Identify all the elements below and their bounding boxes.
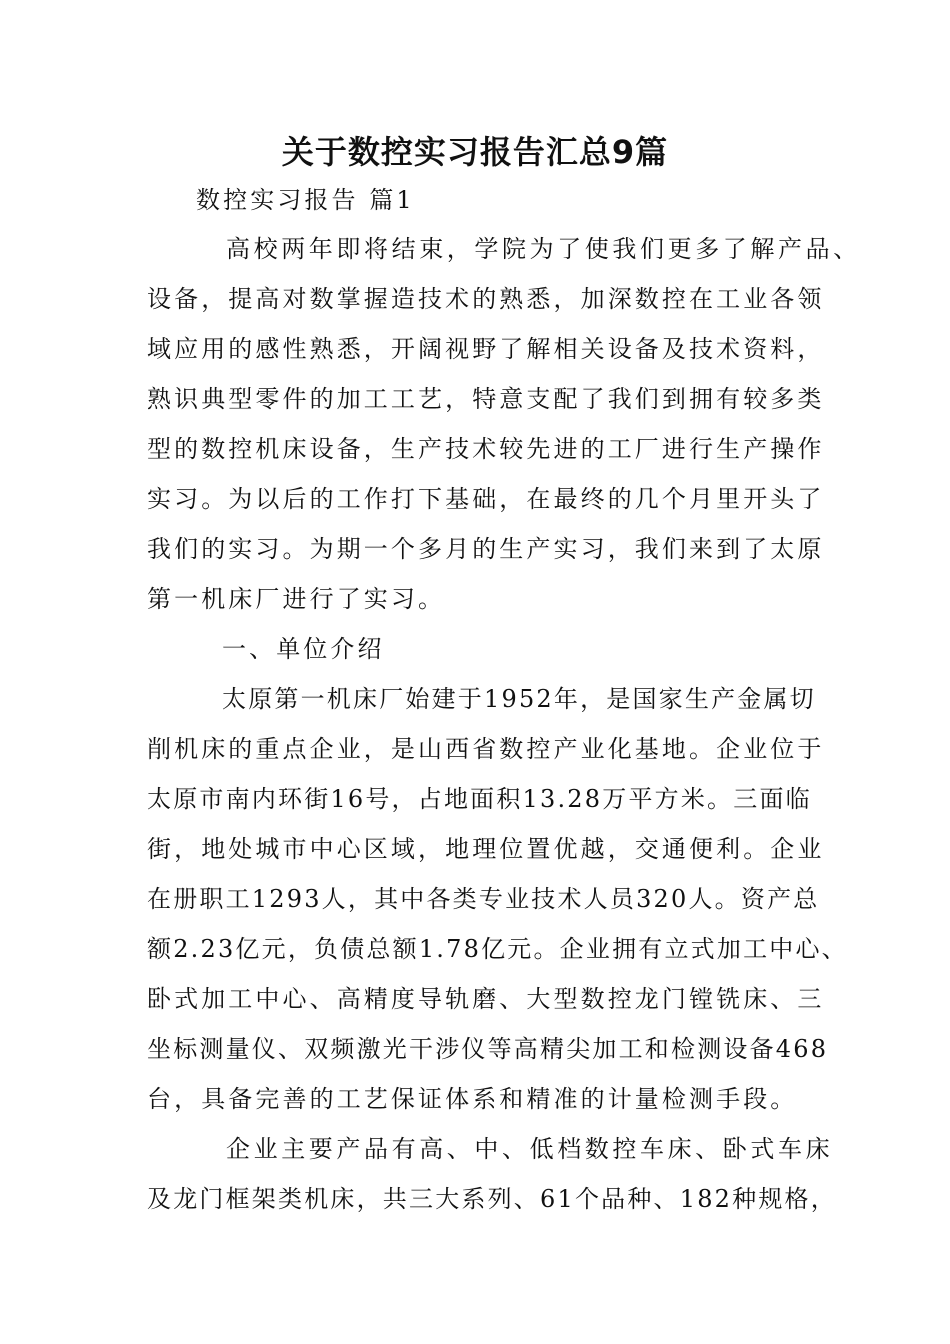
paragraph-line: 企业主要产品有高、中、低档数控车床、卧式车床 (226, 1135, 834, 1163)
paragraph-line: 削机床的重点企业，是山西省数控产业化基地。企业位于 (147, 735, 825, 763)
paragraph-line: 第一机床厂进行了实习。 (147, 585, 446, 613)
section-heading: 数控实习报告 篇1 (196, 186, 415, 214)
paragraph-line: 实习。为以后的工作打下基础，在最终的几个月里开头了 (147, 485, 825, 513)
paragraph-line: 卧式加工中心、高精度导轨磨、大型数控龙门镗铣床、三 (147, 985, 825, 1013)
paragraph-line: 域应用的感性熟悉，开阔视野了解相关设备及技术资料， (147, 335, 825, 363)
paragraph-line: 高校两年即将结束，学院为了使我们更多了解产品、 (226, 235, 861, 263)
paragraph-line: 台，具备完善的工艺保证体系和精准的计量检测手段。 (147, 1085, 798, 1113)
subsection-heading: 一、单位介绍 (222, 635, 385, 663)
paragraph-line: 街，地处城市中心区域，地理位置优越，交通便利。企业 (147, 835, 825, 863)
paragraph-line: 太原第一机床厂始建于1952年，是国家生产金属切 (222, 685, 816, 713)
paragraph-line: 设备，提高对数掌握造技术的熟悉，加深数控在工业各领 (147, 285, 825, 313)
paragraph-line: 我们的实习。为期一个多月的生产实习，我们来到了太原 (147, 535, 825, 563)
paragraph-line: 坐标测量仪、双频激光干涉仪等高精尖加工和检测设备468 (147, 1035, 829, 1063)
paragraph-line: 太原市南内环街16号，占地面积13.28万平方米。三面临 (147, 785, 812, 813)
paragraph-line: 额2.23亿元，负债总额1.78亿元。企业拥有立式加工中心、 (147, 935, 848, 963)
paragraph-line: 及龙门框架类机床，共三大系列、61个品种、182种规格， (147, 1185, 837, 1213)
paragraph-line: 熟识典型零件的加工工艺，特意支配了我们到拥有较多类 (147, 385, 825, 413)
document-title: 关于数控实习报告汇总9篇 (281, 133, 669, 171)
paragraph-line: 在册职工1293人，其中各类专业技术人员320人。资产总 (147, 885, 820, 913)
paragraph-line: 型的数控机床设备，生产技术较先进的工厂进行生产操作 (147, 435, 825, 463)
